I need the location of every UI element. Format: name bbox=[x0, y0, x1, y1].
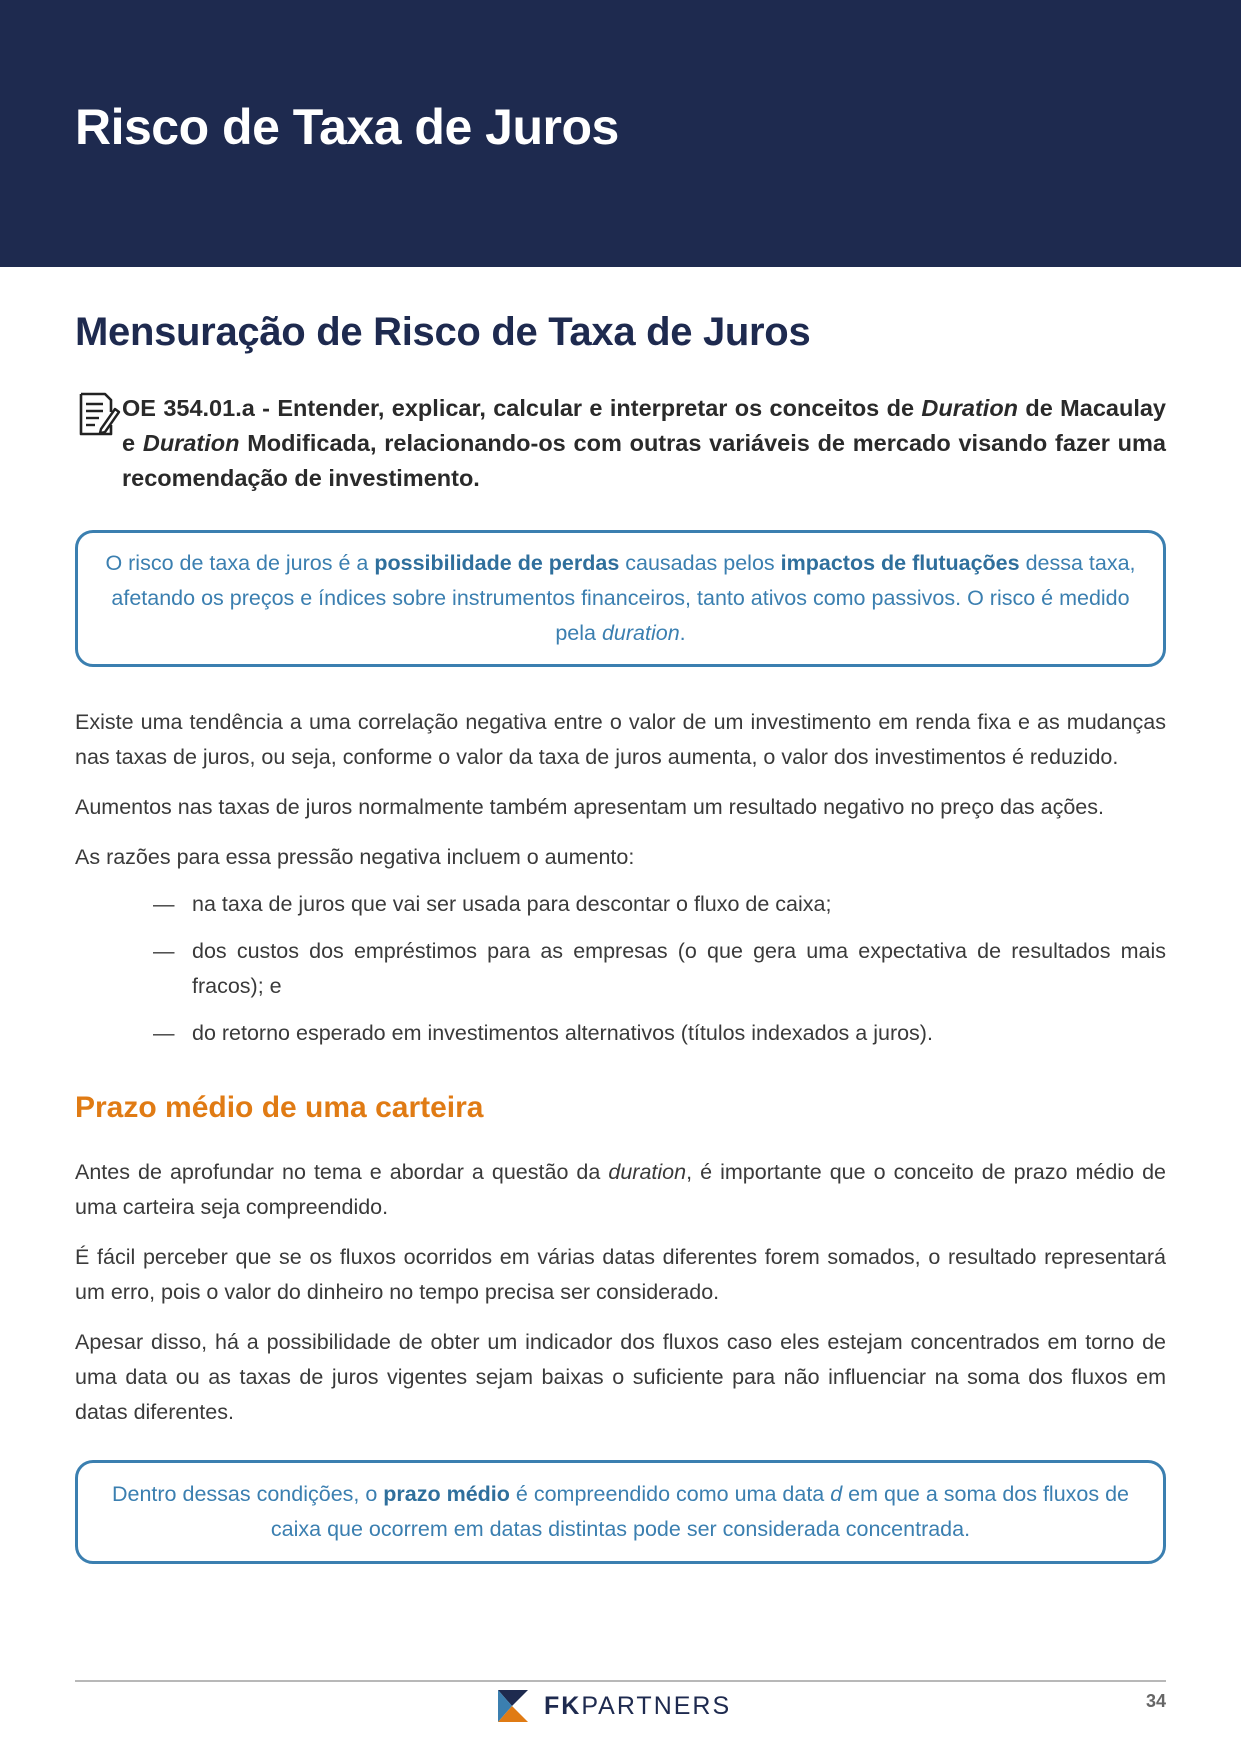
reasons-list bbox=[75, 887, 1166, 1051]
chapter-title: Risco de Taxa de Juros bbox=[75, 99, 619, 155]
definition-callout: O risco de taxa de juros é a possibilidade de perdas causadas pelos impactos de flutuações dessa taxa, afetando os preços e índices sobre instrumentos financeiros, tanto ativos como passivos. O risco é medido pela duration. bbox=[75, 530, 1166, 667]
paragraph: É fácil perceber que se os fluxos ocorridos em várias datas diferentes forem somados, o resultado representará um erro, pois o valor do dinheiro no tempo precisa ser considerado. bbox=[75, 1245, 1166, 1304]
list-item: — na taxa de juros que vai ser usada para descontar o fluxo de caixa; bbox=[153, 892, 832, 916]
learning-objective bbox=[75, 391, 1166, 496]
paragraph: As razões para essa pressão negativa incluem o aumento: bbox=[75, 845, 635, 869]
document-edit-icon bbox=[75, 391, 121, 437]
subsection-title: Prazo médio de uma carteira bbox=[75, 1091, 484, 1124]
section-title: Mensuração de Risco de Taxa de Juros bbox=[75, 310, 811, 354]
paragraph: Antes de aprofundar no tema e abordar a questão da duration, é importante que o conceito de prazo médio de uma carteira seja compreendido. bbox=[75, 1160, 1166, 1219]
paragraph: Existe uma tendência a uma correlação negativa entre o valor de um investimento em renda fixa e as mudanças nas taxas de juros, ou seja, conforme o valor da taxa de juros aumenta, o valor dos investimentos é reduzido. bbox=[75, 710, 1166, 769]
list-item: — do retorno esperado em investimentos alternativos (títulos indexados a juros). bbox=[153, 1021, 933, 1045]
list-item: — dos custos dos empréstimos para as empresas (o que gera uma expectativa de resultados mais fracos); e bbox=[153, 939, 1166, 998]
footer-divider bbox=[75, 1680, 1166, 1682]
objective-text: OE 354.01.a - Entender, explicar, calcular e interpretar os conceitos de Duration de Macaulay e Duration Modificada, relacionando-os com outras variáveis de mercado visando fazer uma recomendação de investimento. bbox=[122, 395, 1166, 491]
paragraph: Aumentos nas taxas de juros normalmente também apresentam um resultado negativo no preço das ações. bbox=[75, 795, 1104, 819]
fk-logo-icon bbox=[498, 1690, 528, 1722]
prazo-medio-callout: Dentro dessas condições, o prazo médio é compreendido como uma data d em que a soma dos fluxos de caixa que ocorrem em datas distintas pode ser considerada concentrada. bbox=[75, 1460, 1166, 1564]
main-content bbox=[75, 310, 1166, 1564]
page-header bbox=[0, 0, 1241, 267]
paragraph: Apesar disso, há a possibilidade de obter um indicador dos fluxos caso eles estejam concentrados em torno de uma data ou as taxas de juros vigentes sejam baixas o suficiente para não influenciar na soma dos fluxos em datas diferentes. bbox=[75, 1330, 1166, 1424]
fk-partners-logo: FKPARTNERS bbox=[498, 1690, 731, 1722]
page-number: 34 bbox=[1145, 1691, 1166, 1711]
